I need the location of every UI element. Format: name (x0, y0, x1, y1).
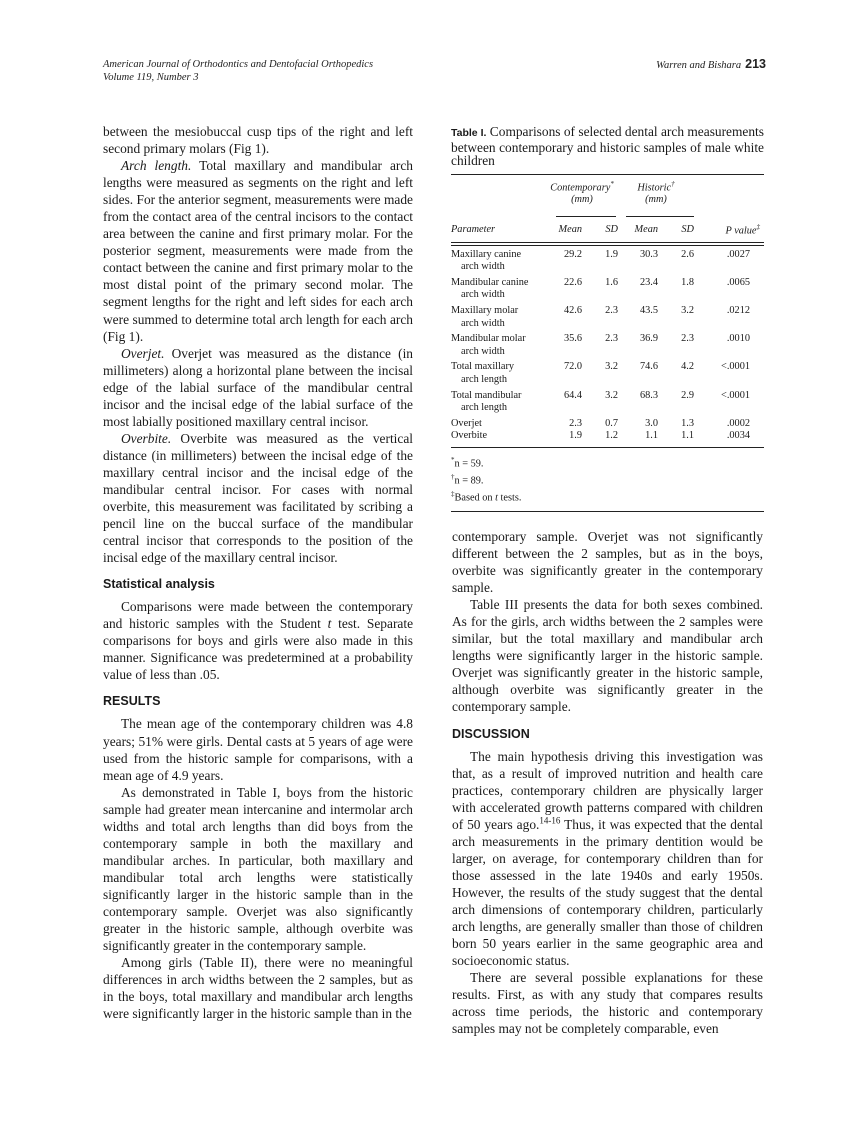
group-label: Historic (637, 182, 672, 194)
table-footnotes (451, 448, 764, 511)
footnote-mark: † (451, 472, 455, 481)
footnote (451, 454, 764, 471)
row-label: Overbite (451, 430, 488, 442)
col-header-mean: Mean (558, 224, 582, 236)
cell-contemporary-sd: 3.2 (605, 361, 618, 373)
paragraph-arch-length (103, 157, 413, 345)
footnote (451, 471, 764, 488)
cell-contemporary-mean: 72.0 (563, 361, 582, 373)
paragraph: Among girls (Table II), there were no meaningful differences in arch widths between the 2 samples, but as in the boys, total maxillary and mandibular arch lengths were significantly larger in the historic sample than in the (103, 955, 413, 1022)
cell-contemporary-mean: 35.6 (563, 333, 582, 345)
cell-contemporary-sd: 1.9 (605, 248, 618, 260)
paragraph-statistics (103, 598, 413, 683)
row-label: Mandibular canine (451, 276, 529, 288)
paragraph-overjet (103, 345, 413, 430)
cell-contemporary-sd: 1.2 (605, 430, 618, 442)
row-label-cont: arch width (461, 261, 505, 273)
cell-historic-mean: 3.0 (645, 417, 658, 429)
cell-historic-mean: 23.4 (639, 276, 658, 288)
section-heading-results: RESULTS (103, 694, 161, 709)
journal-info (103, 58, 373, 84)
row-label: Overjet (451, 417, 482, 429)
cell-p-value: .0010 (726, 333, 750, 345)
row-label-cont: arch width (461, 317, 505, 329)
col-header-mean: Mean (634, 224, 658, 236)
cell-contemporary-sd: 2.3 (605, 305, 618, 316)
cell-p-value: <.0001 (721, 389, 750, 401)
caption-text: Comparisons of selected dental arch measurements between contemporary and historic samples of male white children (451, 124, 764, 169)
cell-historic-mean: 74.6 (639, 361, 658, 373)
unit-label: (mm) (645, 194, 667, 206)
cell-historic-sd: 1.1 (681, 430, 694, 442)
page-number: 213 (745, 57, 766, 71)
table-row (451, 430, 764, 447)
paragraph-text: The main hypothesis driving this investigation was that, as a result of improved nutrition and health care practices, contemporary children are physically larger with accelerated growth patterns compared with children of 50 years ago. (452, 748, 763, 832)
data-table (451, 175, 764, 447)
row-label-cont: arch length (461, 402, 508, 414)
paragraph: There are several possible explanations for these results. First, as with any study that compares results across time periods, the historic and contemporary samples may not be completely comparable, even (452, 970, 763, 1037)
table-label: Table I. (451, 127, 487, 139)
paragraph: between the mesiobuccal cusp tips of the right and left second primary molars (Fig 1). (103, 124, 413, 157)
cell-contemporary-sd: 3.2 (605, 389, 618, 401)
table-row (451, 330, 764, 358)
cell-contemporary-sd: 2.3 (605, 333, 618, 345)
table-row (451, 358, 764, 386)
cell-contemporary-sd: 1.6 (605, 276, 618, 288)
paragraph-text: Overjet was measured as the distance (in millimeters) along a horizontal plane between the incisal edge of the labial surface of the mandibular central incisor and the incisal edge of the labial surface of the most labially positioned maxillary central incisor. (103, 345, 413, 429)
cell-contemporary-mean: 64.4 (563, 389, 582, 401)
journal-title: American Journal of Orthodontics and Dentofacial Orthopedics (103, 59, 374, 70)
cell-contemporary-mean: 29.2 (563, 248, 582, 260)
table-caption (451, 125, 764, 168)
cell-historic-sd: 1.3 (681, 417, 694, 429)
row-label-cont: arch length (461, 373, 508, 385)
cell-historic-sd: 2.3 (681, 333, 694, 345)
section-heading-discussion: DISCUSSION (452, 726, 530, 741)
table-row (451, 274, 764, 302)
group-contemporary (546, 175, 618, 217)
cell-historic-sd: 2.9 (681, 389, 694, 401)
cell-historic-sd: 1.8 (681, 276, 694, 288)
paragraph: contemporary sample. Overjet was not significantly different between the 2 samples, but as in the boys, overbite was significantly greater in the contemporary sample. (452, 529, 763, 596)
cell-p-value: .0034 (726, 430, 750, 442)
col-header-p-value (694, 217, 764, 241)
column-header-row (451, 217, 764, 241)
cell-historic-mean: 36.9 (639, 333, 658, 345)
paragraph: Table III presents the data for both sexes combined. As for the girls, arch widths between the 2 samples were similar, but the total maxillary and mandibular arch lengths were significantly larger in the historic sample. Overjet was significantly greater in the historic sample, although overbite was significantly greater in the contemporary sample. (452, 597, 763, 715)
cell-contemporary-mean: 42.6 (563, 305, 582, 316)
cell-historic-sd: 2.6 (681, 248, 694, 260)
paragraph-overbite (103, 430, 413, 566)
section-heading-statistical-analysis: Statistical analysis (103, 577, 215, 592)
italic-t: t (495, 492, 498, 504)
footnote-text: n = 59. (454, 458, 484, 470)
col-header-sd: SD (605, 224, 618, 236)
paragraph-text: Thus, it was expected that the dental arch measurements in the primary dentition would be larger, on average, for contemporary children than for those assessed in the late 1940s and early 1950s. However, the results of the study suggest that the dental arch dimensions of contemporary children, particularly arch lengths, are generally smaller than those of children born 50 years earlier in the same geographic area and socioeconomic status. (452, 816, 763, 969)
citation-ref: 14-16 (539, 815, 561, 826)
group-historic (618, 175, 694, 217)
footnote-mark: * (451, 455, 455, 464)
runin-heading-arch-length: Arch length. (121, 158, 192, 174)
paragraph: The mean age of the contemporary children was 4.8 years; 51% were girls. Dental casts at 5 years of age were used from the historic sample for comparisons, with a mean age of 4.9 years. (103, 716, 413, 783)
row-label-cont: arch width (461, 345, 505, 357)
right-column (452, 528, 763, 1037)
table-1 (451, 125, 764, 513)
cell-historic-mean: 43.5 (639, 305, 658, 316)
author-page (656, 58, 766, 72)
cell-historic-mean: 1.1 (645, 430, 658, 442)
table-row (451, 246, 764, 274)
footnote-text: n = 89. (454, 475, 484, 487)
group-rule (626, 206, 694, 217)
runin-heading-overbite: Overbite. (121, 430, 172, 446)
table-row (451, 387, 764, 415)
cell-p-value: .0027 (726, 248, 750, 260)
cell-historic-mean: 30.3 (639, 248, 658, 260)
cell-historic-sd: 4.2 (681, 361, 694, 373)
row-label: Total maxillary (451, 361, 515, 373)
group-label: Contemporary (550, 182, 611, 194)
row-label: Maxillary molar (451, 305, 519, 316)
cell-p-value: .0212 (726, 305, 750, 316)
footnote-text: tests. (497, 492, 522, 504)
row-label: Mandibular molar (451, 333, 526, 345)
table-row (451, 415, 764, 431)
italic-t: t (327, 616, 332, 632)
cell-p-value: .0002 (726, 417, 750, 429)
row-label: Maxillary canine (451, 248, 522, 260)
paragraph-text: Comparisons were made between the contemporary and historic samples with the Student (103, 599, 413, 632)
header-text: P value (725, 225, 757, 237)
cell-p-value: .0065 (726, 276, 750, 288)
paragraph-text: Overbite was measured as the vertical distance (in millimeters) between the incisal edge of the maxillary central incisor and the incisal edge of the mandibular central incisor. For cases with normal overbite, this measurement was facilitated by scribing a pencil line on the buccal surface of the mandibular central incisor that corresponds to the position of the incisal edge of the maxillary central incisor. (103, 430, 413, 566)
row-label: Total mandibular (451, 389, 522, 401)
col-header-parameter: Parameter (451, 224, 496, 236)
cell-historic-mean: 68.3 (639, 389, 658, 401)
table-row (451, 302, 764, 330)
cell-contemporary-sd: 0.7 (605, 417, 618, 429)
col-header-sd: SD (681, 224, 694, 236)
cell-p-value: <.0001 (721, 361, 750, 373)
footnote-mark: ‡ (756, 223, 760, 232)
cell-historic-sd: 3.2 (681, 305, 694, 316)
left-column (103, 123, 413, 1022)
group-rule (556, 206, 616, 217)
footnote-text: Based on (454, 492, 496, 504)
footnote-mark: * (610, 179, 614, 188)
running-authors: Warren and Bishara (656, 60, 742, 71)
footnote-mark: ‡ (451, 489, 455, 498)
runin-heading-overjet: Overjet. (121, 345, 165, 361)
paragraph-discussion (452, 748, 763, 970)
paragraph-text: Total maxillary and mandibular arch lengths were measured as segments on the right and left sides. For the anterior segment, measurements were made from the contact area of the central incisors to the contact area between the canine and first primary molar. For the posterior segment, measurements were made from the contact between the canine and first primary molar to the most distal point of the primary second molar. The segment lengths for the right and left sides for each arch were summed to determine total arch length for each arch (Fig 1). (103, 158, 413, 344)
footnote-mark: † (671, 179, 675, 188)
cell-contemporary-mean: 2.3 (569, 417, 582, 429)
cell-contemporary-mean: 1.9 (569, 430, 582, 442)
table-bottom-rule (451, 511, 764, 513)
group-header-row (451, 175, 764, 217)
cell-contemporary-mean: 22.6 (563, 276, 582, 288)
footnote (451, 488, 764, 505)
row-label-cont: arch width (461, 289, 505, 301)
unit-label: (mm) (571, 194, 593, 206)
paragraph-text: test. Separate comparisons for boys and girls were also made in this manner. Significance was predetermined at a probability value of less than .05. (103, 616, 414, 683)
journal-volume: Volume 119, Number 3 (103, 72, 199, 83)
paragraph: As demonstrated in Table I, boys from the historic sample had greater mean intercanine and intermolar arch widths and total arch lengths than did boys from the contemporary sample in both the maxillary and mandibular arches. In particular, both maxillary and mandibular total arch lengths were statistically significantly larger in the historic sample than in the contemporary sample. Overjet was also significantly greater in the historic sample, although overbite was significantly greater in the contemporary sample. (103, 784, 413, 954)
